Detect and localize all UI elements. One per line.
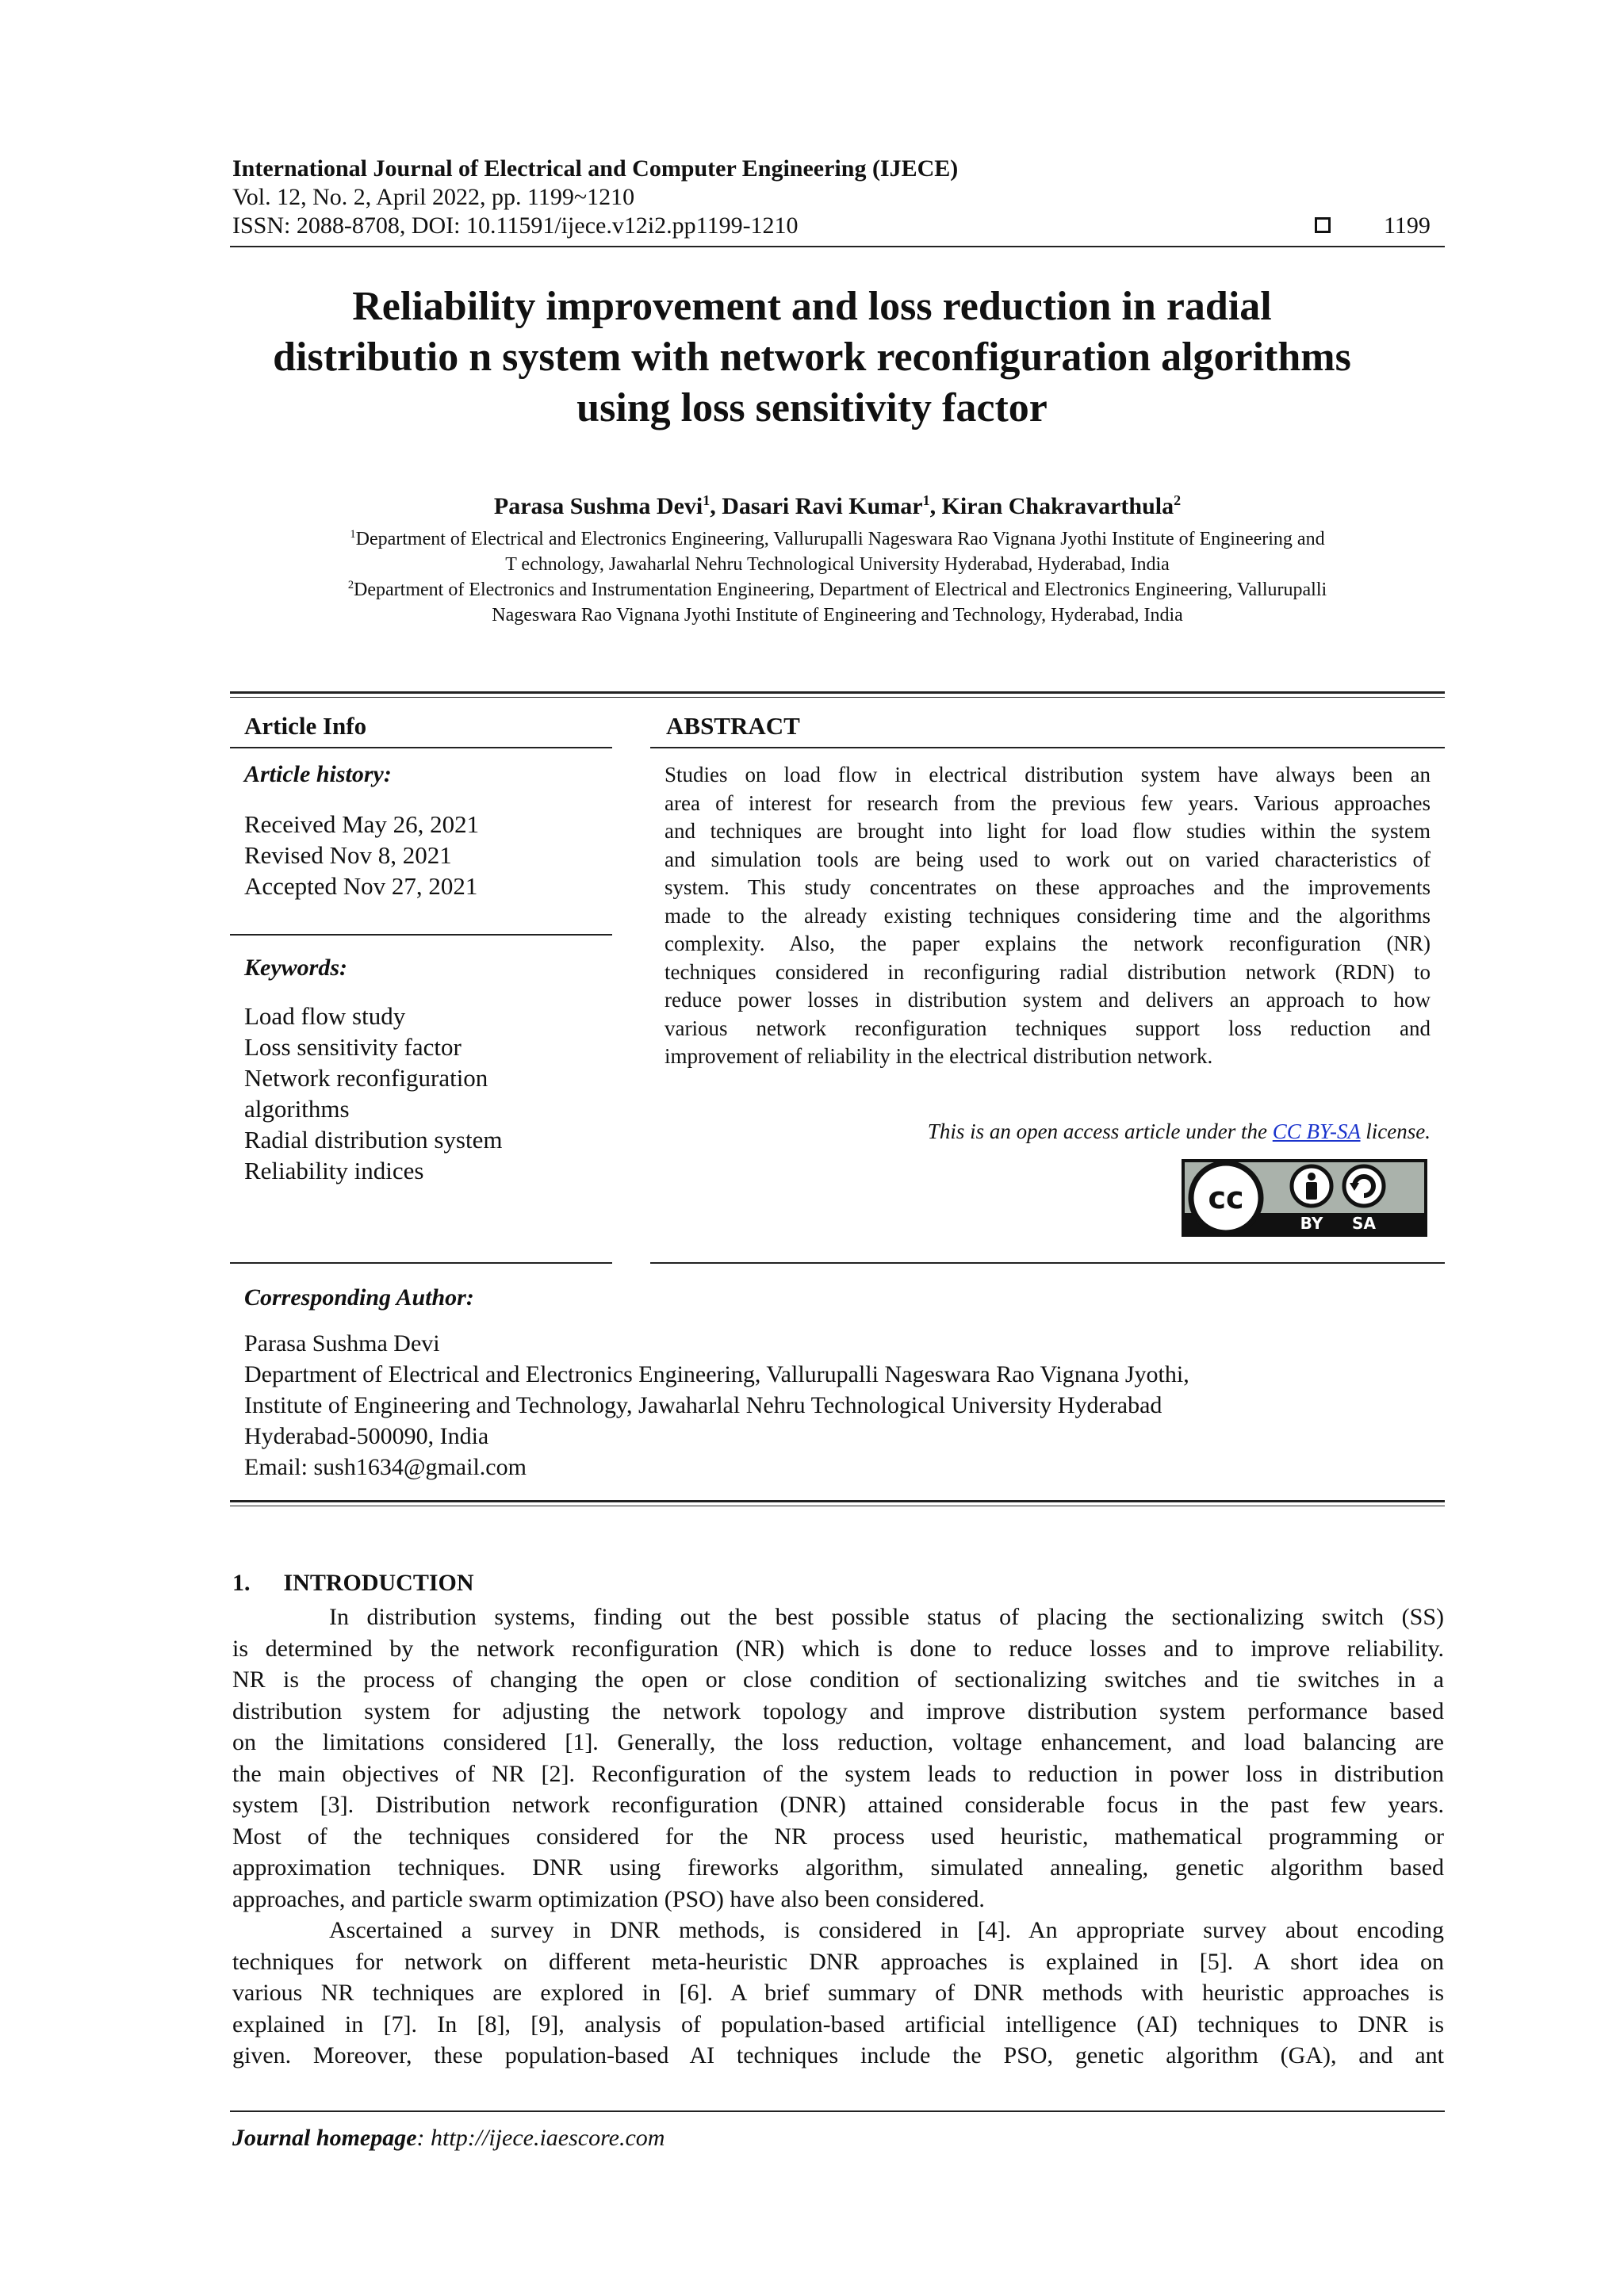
- keyword-item: Network reconfiguration: [244, 1064, 488, 1092]
- block-bottom-rule: [230, 1500, 1445, 1502]
- abstract-line: made to the already existing techniques considering time and the algorithms: [665, 903, 1431, 928]
- abstract-heading: ABSTRACT: [666, 712, 800, 740]
- affiliation-line: Nageswara Rao Vignana Jyothi Institute of Engineering and Technology, Hyderabad, India: [492, 605, 1183, 626]
- cc-by-sa-badge[interactable]: [1182, 1159, 1427, 1237]
- body-line: approximation techniques. DNR using fireworks algorithm, simulated annealing, genetic algorithm based: [232, 1854, 1444, 1881]
- keyword-item: algorithms: [244, 1095, 350, 1123]
- corresponding-heading: Corresponding Author:: [244, 1284, 474, 1311]
- license-link[interactable]: CC BY-SA: [1272, 1119, 1361, 1143]
- license-prefix: This is an open access article under the: [927, 1119, 1273, 1143]
- corresponding-line: Parasa Sushma Devi: [244, 1330, 440, 1357]
- history-item: Revised Nov 8, 2021: [244, 841, 452, 869]
- body-line: is determined by the network reconfiguration (NR) which is done to reduce losses and to improve reliability.: [232, 1635, 1444, 1662]
- author-name: , Kiran Chakravarthula: [929, 493, 1174, 519]
- abstract-text: [665, 761, 1431, 1071]
- abstract-line: improvement of reliability in the electrical distribution network.: [665, 1044, 1213, 1068]
- by-label: BY: [1300, 1214, 1323, 1233]
- section-title: INTRODUCTION: [283, 1570, 474, 1596]
- abstract-line: and techniques are brought into light for load flow studies within the system: [665, 819, 1431, 843]
- paper-title: [182, 281, 1442, 434]
- keyword-item: Loss sensitivity factor: [244, 1033, 462, 1061]
- license-suffix: license.: [1360, 1119, 1431, 1143]
- author-affil-mark: 1: [703, 492, 710, 508]
- author-affil-mark: 2: [1174, 492, 1182, 508]
- title-line: distributio n system with network reconfiguration algorithms: [273, 335, 1351, 380]
- section-heading: [232, 1570, 474, 1597]
- affiliation-line: [230, 577, 1445, 603]
- abstract-rule: [650, 747, 1445, 748]
- body-line: In distribution systems, finding out the best possible status of placing the sectionalizing switch (SS): [329, 1604, 1444, 1630]
- corresponding-line: Hyderabad-500090, India: [244, 1423, 489, 1449]
- corresponding-line: Department of Electrical and Electronics Engineering, Vallurupalli Nageswara Rao Vignana Jyothi,: [244, 1361, 1189, 1387]
- author-name: Parasa Sushma Devi: [493, 493, 703, 519]
- body-line: approaches, and particle swarm optimization (PSO) have also been considered.: [232, 1885, 985, 1912]
- keyword-item: Reliability indices: [244, 1157, 424, 1184]
- author-affil-mark: 1: [922, 492, 930, 508]
- keywords-heading: Keywords:: [244, 955, 347, 981]
- abstract-line: complexity. Also, the paper explains the network reconfiguration (NR): [665, 932, 1431, 955]
- corresponding-line: Email: sush1634@gmail.com: [244, 1454, 527, 1480]
- share-alike-icon: [1344, 1166, 1384, 1206]
- body-line: the main objectives of NR [2]. Reconfiguration of the system leads to reduction in power loss in distribution: [232, 1760, 1444, 1787]
- abstract-line: techniques considered in reconfiguring radial distribution network (RDN) to: [665, 959, 1431, 984]
- body-line: on the limitations considered [1]. Generally, the loss reduction, voltage enhancement, and load balancing are: [232, 1729, 1444, 1755]
- affil-mark: 1: [350, 528, 356, 541]
- history-item: Received May 26, 2021: [244, 810, 480, 838]
- keywords-rule: [230, 1262, 612, 1264]
- keyword-item: Load flow study: [244, 1002, 406, 1030]
- journal-name: International Journal of Electrical and Computer Engineering (IJECE): [232, 155, 959, 182]
- affiliation-text: Department of Electrical and Electronics Engineering, Vallurupalli Nageswara Rao Vignana Jyothi Institute of Engineering and: [355, 529, 1325, 549]
- license-statement: [665, 1119, 1431, 1144]
- body-line: given. Moreover, these population-based AI techniques include the PSO, genetic algorithm (GA), and ant: [232, 2042, 1444, 2068]
- article-info-rule: [230, 747, 612, 748]
- keywords-list: [244, 1001, 503, 1186]
- body-line: Most of the techniques considered for the NR process used heuristic, mathematical programming or: [232, 1823, 1444, 1850]
- article-info-heading: Article Info: [244, 712, 367, 740]
- history-item: Accepted Nov 27, 2021: [244, 872, 478, 900]
- abstract-line: system. This study concentrates on these approaches and the improvements: [665, 875, 1431, 899]
- body-line: explained in [7]. In [8], [9], analysis of population-based artificial intelligence (AI) techniques to DNR is: [232, 2011, 1444, 2038]
- abstract-line: Studies on load flow in electrical distribution system have always been an: [665, 763, 1431, 786]
- homepage-label: Journal homepage: [232, 2125, 417, 2151]
- block-top-rule-thin: [230, 697, 1445, 698]
- block-top-rule: [230, 691, 1445, 694]
- title-line: using loss sensitivity factor: [576, 385, 1048, 430]
- author-list: [230, 493, 1445, 520]
- body-line: system [3]. Distribution network reconfiguration (DNR) attained considerable focus in the past few years.: [232, 1792, 1444, 1818]
- cc-label: cc: [1208, 1181, 1244, 1215]
- affil-mark: 2: [347, 579, 354, 591]
- affiliations: [230, 526, 1445, 628]
- affiliation-text: Department of Electronics and Instrumentation Engineering, Department of Electrical and Electronics Engineering, Vallurupalli: [354, 580, 1327, 600]
- keyword-item: Radial distribution system: [244, 1126, 503, 1154]
- homepage-url[interactable]: : http://ijece.iaescore.com: [416, 2125, 665, 2151]
- affiliation-line: [230, 526, 1445, 552]
- body-line: Ascertained a survey in DNR methods, is considered in [4]. An appropriate survey about encoding: [329, 1917, 1444, 1943]
- header-rule: [230, 246, 1445, 247]
- journal-homepage: [232, 2125, 665, 2152]
- sa-label: SA: [1352, 1214, 1376, 1233]
- introduction-body: [232, 1601, 1444, 2072]
- abstract-line: area of interest for research from the previous few years. Various approaches: [665, 790, 1431, 815]
- history-rule: [230, 934, 612, 936]
- affiliation-line: T echnology, Jawaharlal Nehru Technological University Hyderabad, Hyderabad, India: [505, 554, 1170, 575]
- square-bullet-icon: [1315, 217, 1331, 233]
- footer-rule: [230, 2110, 1445, 2112]
- page-number: 1199: [1384, 212, 1431, 239]
- body-line: various NR techniques are explored in [6]. A brief summary of DNR methods with heuristic approaches is: [232, 1980, 1444, 2006]
- section-number: 1.: [232, 1570, 251, 1596]
- author-name: , Dasari Ravi Kumar: [710, 493, 923, 519]
- article-history-list: [244, 809, 479, 901]
- body-line: distribution system for adjusting the network topology and improve distribution system performance based: [232, 1697, 1444, 1724]
- body-line: techniques for network on different meta-heuristic DNR approaches is explained in [5]. A short idea on: [232, 1948, 1444, 1975]
- body-line: NR is the process of changing the open or close condition of sectionalizing switches and tie switches in a: [232, 1667, 1444, 1693]
- abstract-bottom-rule: [650, 1262, 1445, 1264]
- title-line: Reliability improvement and loss reduction in radial: [352, 284, 1272, 329]
- corresponding-line: Institute of Engineering and Technology, Jawaharlal Nehru Technological University Hyderabad: [244, 1392, 1162, 1418]
- corresponding-details: [244, 1328, 1189, 1483]
- article-history-heading: Article history:: [244, 761, 392, 787]
- abstract-line: reduce power losses in distribution system and delivers an approach to how: [665, 988, 1431, 1012]
- volume-info: Vol. 12, No. 2, April 2022, pp. 1199~1210: [232, 184, 635, 210]
- abstract-line: and simulation tools are being used to work out on varied characteristics of: [665, 847, 1431, 871]
- abstract-line: various network reconfiguration techniques support loss reduction and: [665, 1016, 1431, 1040]
- issn-doi: ISSN: 2088-8708, DOI: 10.11591/ijece.v12i2.pp1199-1210: [232, 212, 799, 239]
